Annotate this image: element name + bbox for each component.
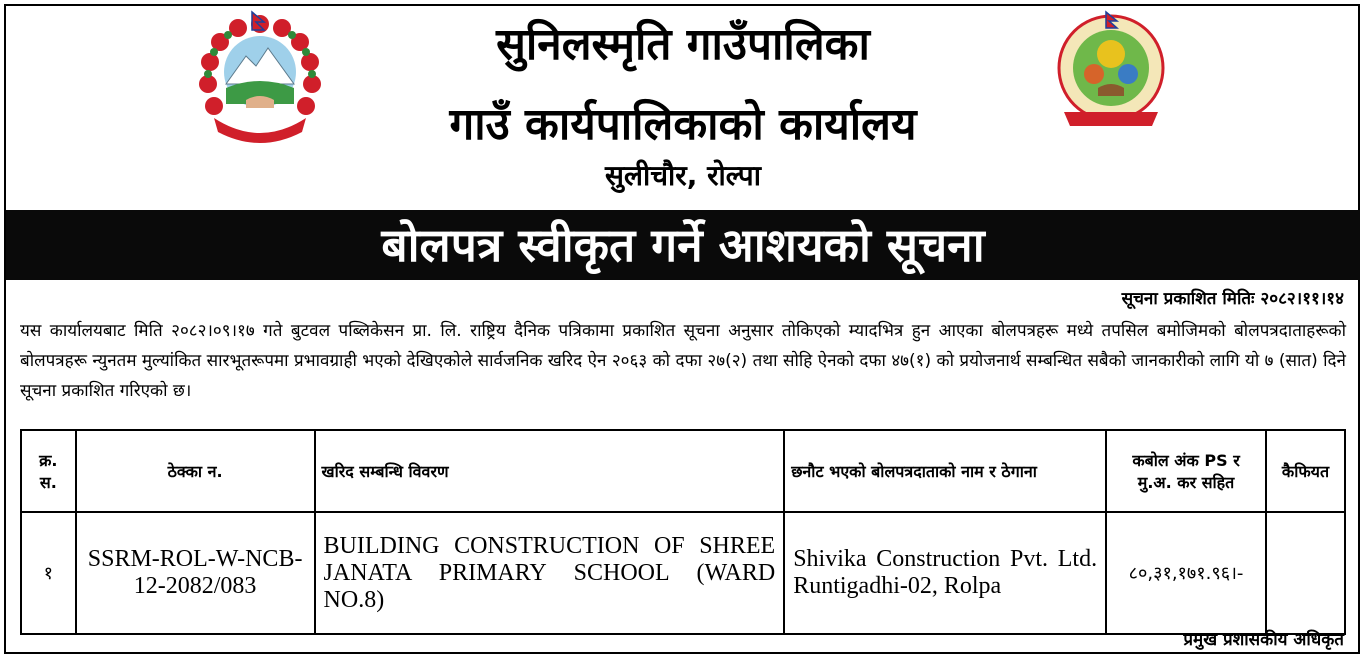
- cell-serial: १: [21, 512, 76, 634]
- header-selected-bidder: छनौट भएको बोलपत्रदाताको नाम र ठेगाना: [784, 430, 1106, 512]
- published-date: सूचना प्रकाशित मितिः २०८२।११।१४: [1121, 289, 1344, 309]
- office-name: गाउँ कार्यपालिकाको कार्यालय: [449, 99, 917, 150]
- tender-table: [20, 429, 1346, 635]
- header-procurement-details: खरिद सम्बन्धि विवरण: [315, 430, 785, 512]
- header-contract-no: ठेक्का न.: [76, 430, 315, 512]
- cell-remarks: [1266, 512, 1345, 634]
- municipality-logo-icon: [1046, 8, 1176, 138]
- header-serial: क्र. स.: [21, 430, 76, 512]
- cell-bid-amount: ८०,३१,१७१.९६।-: [1106, 512, 1266, 634]
- header-bid-amount: कबोल अंक PS र मु.अ. कर सहित: [1106, 430, 1266, 512]
- notice-body: यस कार्यालयबाट मिति २०८२।०९।१७ गते बुटवल पब्लिकेसन प्रा. लि. राष्ट्रिय दैनिक पत्रिकामा प्रकाशित सूचना अनुसार तोकिएको म्यादभित्र हुन आएका बोलपत्रहरू मध्ये तपसिल बमोजिमको बोलपत्रदाताहरूको बोलपत्रहरू न्युनतम मुल्यांकित सारभूतरूपमा प्रभावग्राही भएको देखिएकोले सार्वजनिक खरिद ऐन २०६३ को दफा २७(२) तथा सोहि ऐनको दफा ४७(१) को प्रयोजनार्थ सम्बन्धित सबैको जानकारीको लागि यो ७ (सात) दिने सूचना प्रकाशित गरिएको छ।: [20, 321, 1346, 401]
- cell-procurement-details: BUILDING CONSTRUCTION OF SHREE JANATA PRIMARY SCHOOL (WARD NO.8): [315, 512, 785, 634]
- office-address: सुलीचौर, रोल्पा: [605, 159, 761, 192]
- cell-selected-bidder: Shivika Construction Pvt. Ltd. Runtigadhi-02, Rolpa: [784, 512, 1106, 634]
- header-remarks: कैफियत: [1266, 430, 1345, 512]
- table-header-row: [21, 430, 1345, 512]
- municipality-name: सुनिलस्मृति गाउँपालिका: [496, 19, 870, 70]
- notice-title-banner: बोलपत्र स्वीकृत गर्ने आशयको सूचना: [6, 210, 1360, 280]
- signatory-title: प्रमुख प्रशासकीय अधिकृत: [1183, 630, 1344, 650]
- letterhead: [0, 0, 1366, 210]
- cell-contract-no: SSRM-ROL-W-NCB-12-2082/083: [76, 512, 315, 634]
- table-row: [21, 512, 1345, 634]
